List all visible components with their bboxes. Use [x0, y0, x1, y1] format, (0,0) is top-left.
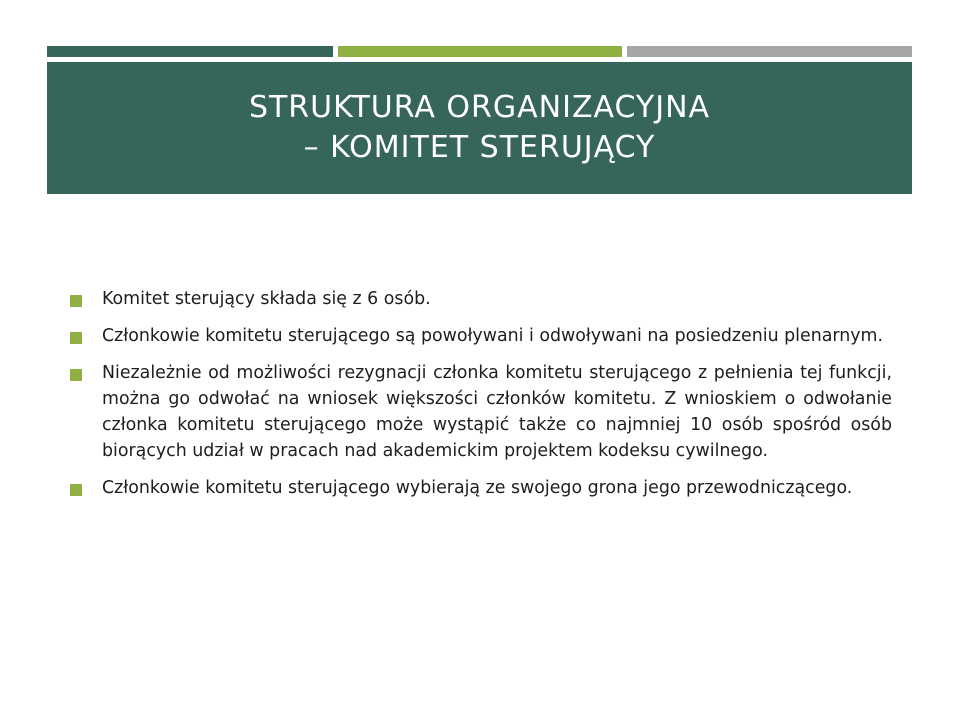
square-bullet-icon	[70, 332, 82, 344]
bullet-item	[70, 323, 892, 349]
square-bullet-icon	[70, 369, 82, 381]
bullet-text: Niezależnie od możliwości rezygnacji członka komitetu sterującego z pełnienia tej funkcji, można go odwołać na wniosek większości członków komitetu. Z wnioskiem o odwołanie członka komitetu sterującego może wystąpić także co najmniej 10 osób spośród osób biorących udział w pracach nad akademickim projektem kodeksu cywilnego.	[102, 363, 892, 461]
accent-bar-dark	[47, 46, 333, 57]
top-accent-bars	[47, 46, 912, 57]
bullet-text: Członkowie komitetu sterującego wybierają ze swojego grona jego przewodniczącego.	[102, 478, 853, 498]
title-box	[47, 62, 912, 194]
bullet-item	[70, 475, 892, 501]
square-bullet-icon	[70, 484, 82, 496]
slide-title-line-1: STRUKTURA ORGANIZACYJNA	[248, 90, 711, 125]
bullet-item	[70, 360, 892, 464]
square-bullet-icon	[70, 295, 82, 307]
bullet-item	[70, 286, 892, 312]
bullet-list	[70, 286, 892, 512]
bullet-text: Członkowie komitetu sterującego są powoływani i odwoływani na posiedzeniu plenarnym.	[102, 326, 884, 346]
accent-bar-green	[338, 46, 622, 57]
slide-title-line-2: – KOMITET STERUJĄCY	[303, 130, 656, 165]
accent-bar-gray	[627, 46, 912, 57]
bullet-text: Komitet sterujący składa się z 6 osób.	[102, 289, 431, 309]
